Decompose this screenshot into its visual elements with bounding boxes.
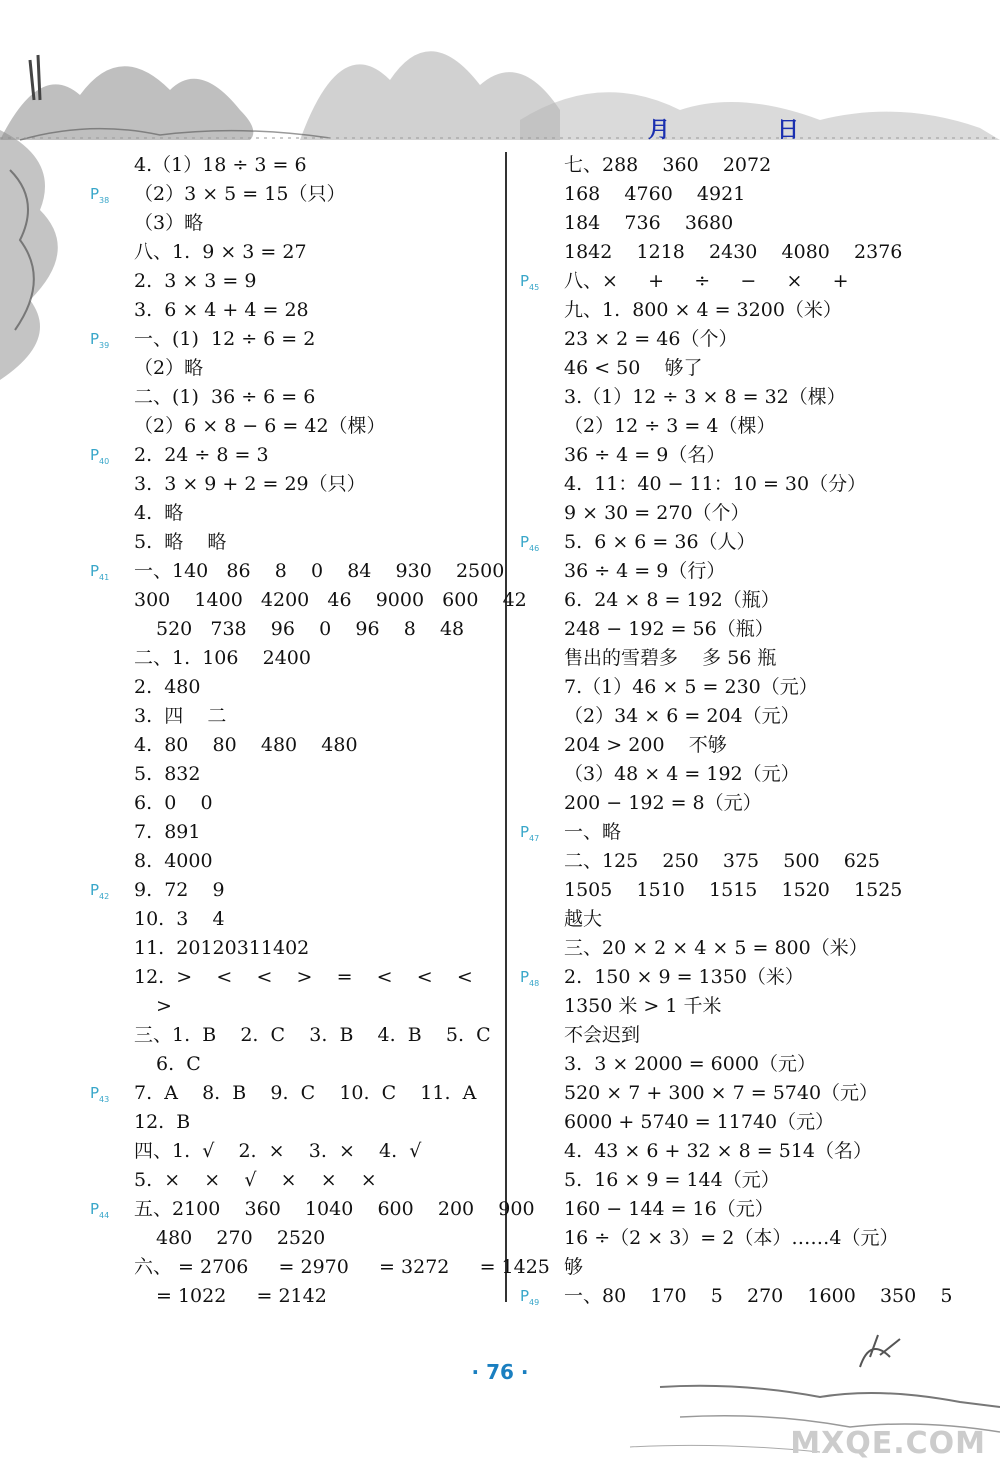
answer-text: 8. 4000 (134, 850, 213, 872)
answer-text: 46 < 50 够了 (564, 357, 703, 379)
answer-line (88, 557, 505, 586)
page-ref-marker: $P_{48}$ (520, 968, 540, 988)
answer-line (518, 1166, 988, 1195)
answer-line (88, 528, 498, 557)
answer-line (88, 354, 498, 383)
answer-text: 售出的雪碧多 多 56 瓶 (564, 647, 777, 669)
answer-line (88, 1108, 498, 1137)
answer-text: 4. 11：40 − 11：10 = 30（分） (564, 473, 867, 495)
right-answer-column (518, 151, 988, 1311)
answer-text: 9 × 30 = 270（个） (564, 502, 750, 524)
page-ref-marker: $P_{45}$ (520, 272, 540, 292)
answer-text: 九、1. 800 × 4 = 3200（米） (564, 299, 842, 321)
answer-line (88, 1050, 498, 1079)
answer-text: 520 738 96 0 96 8 48 (156, 618, 465, 640)
answer-line (518, 818, 988, 847)
answer-text: 5. 略 略 (134, 531, 227, 553)
answer-line (88, 644, 498, 673)
answer-line (518, 325, 988, 354)
answer-text: 520 × 7 + 300 × 7 = 5740（元） (564, 1082, 879, 1104)
answer-line (88, 818, 498, 847)
answer-line (88, 731, 498, 760)
page-ref-marker: $P_{44}$ (90, 1200, 110, 1220)
answer-text: （2）6 × 8 − 6 = 42（棵） (134, 415, 386, 437)
answer-line (518, 1021, 988, 1050)
page-ref-marker: $P_{49}$ (520, 1287, 540, 1307)
column-divider (505, 152, 507, 1302)
answer-line (518, 267, 988, 296)
answer-text: 36 ÷ 4 = 9（行） (564, 560, 726, 582)
answer-text: 一、80 170 5 270 1600 350 5 (564, 1285, 953, 1307)
answer-line (518, 731, 988, 760)
answer-text: 36 ÷ 4 = 9（名） (564, 444, 726, 466)
answer-text: 2. 3 × 3 = 9 (134, 270, 257, 292)
answer-line (88, 1079, 498, 1108)
page-ref-marker: $P_{38}$ (90, 185, 110, 205)
answer-line (88, 470, 498, 499)
answer-text: > (156, 995, 172, 1017)
answer-line (518, 1079, 988, 1108)
answer-text: 三、1. B 2. C 3. B 4. B 5. C (134, 1024, 491, 1046)
answer-line (518, 296, 988, 325)
answer-text: = 1022 = 2142 (156, 1285, 327, 1307)
answer-text: 5. 16 × 9 = 144（元） (564, 1169, 780, 1191)
answer-line (88, 209, 498, 238)
answer-text: 200 − 192 = 8（元） (564, 792, 762, 814)
answer-line (518, 586, 988, 615)
answer-text: 9. 72 9 (134, 879, 225, 901)
answer-text: 5. 6 × 6 = 36（人） (564, 531, 756, 553)
answer-line (518, 441, 988, 470)
answer-text: 1350 米 > 1 千米 (564, 995, 722, 1017)
answer-line (88, 963, 498, 992)
answer-text: 7. A 8. B 9. C 10. C 11. A (134, 1082, 477, 1104)
answer-text: 越大 (564, 908, 603, 930)
answer-line (88, 296, 498, 325)
answer-line (88, 1137, 498, 1166)
answer-line (88, 789, 498, 818)
page-ref-marker: $P_{41}$ (90, 562, 110, 582)
answer-text: （3）略 (134, 212, 204, 234)
page-number: · 76 · (471, 1360, 529, 1384)
answer-line (88, 1253, 550, 1282)
answer-text: 四、1. √ 2. × 3. × 4. √ (134, 1140, 422, 1162)
answer-text: 3. 四 二 (134, 705, 227, 727)
answer-line (518, 847, 988, 876)
answer-text: 2. 24 ÷ 8 = 3 (134, 444, 269, 466)
answer-text: （2）12 ÷ 3 = 4（棵） (564, 415, 776, 437)
answer-line (518, 876, 988, 905)
answer-text: 23 × 2 = 46（个） (564, 328, 738, 350)
landscape-header-art (0, 0, 1000, 160)
answer-line (518, 557, 988, 586)
answer-text: 5. × × √ × × × (134, 1169, 377, 1191)
answer-text: （3）48 × 4 = 192（元） (564, 763, 800, 785)
answer-line (88, 1195, 535, 1224)
answer-text: 3. 3 × 2000 = 6000（元） (564, 1053, 817, 1075)
answer-line (88, 1166, 498, 1195)
watermark-text: MXQE.COM (790, 1426, 986, 1461)
page-ref-marker: $P_{43}$ (90, 1084, 110, 1104)
answer-text: 12. > < < > = < < < (134, 966, 473, 988)
answer-line (518, 1108, 988, 1137)
answer-line (88, 615, 498, 644)
answer-text: 不会迟到 (564, 1024, 641, 1046)
answer-text: 二、1. 106 2400 (134, 647, 311, 669)
answer-line (88, 238, 498, 267)
answer-text: 五、2100 360 1040 600 200 900 (134, 1198, 535, 1220)
page-ref-marker: $P_{46}$ (520, 533, 540, 553)
answer-text: 204 > 200 不够 (564, 734, 727, 756)
answer-line (518, 209, 988, 238)
answer-line (518, 1050, 988, 1079)
answer-line (518, 760, 988, 789)
answer-line (88, 876, 498, 905)
answer-line (518, 412, 988, 441)
answer-text: 6. 0 0 (134, 792, 213, 814)
answer-text: 7.（1）46 × 5 = 230（元） (564, 676, 818, 698)
answer-line (88, 1021, 498, 1050)
answer-line (88, 760, 498, 789)
answer-line (518, 934, 988, 963)
answer-line (518, 1282, 988, 1311)
answer-line (88, 383, 498, 412)
answer-line (518, 1137, 988, 1166)
answer-text: 够 (564, 1256, 584, 1278)
answer-text: 4. 80 80 480 480 (134, 734, 358, 756)
answer-line (518, 354, 988, 383)
answer-text: 12. B (134, 1111, 191, 1133)
answer-text: （2）略 (134, 357, 204, 379)
answer-line (88, 673, 498, 702)
answer-text: 10. 3 4 (134, 908, 225, 930)
answer-line (518, 528, 988, 557)
answer-line (518, 1253, 988, 1282)
answer-text: 一、140 86 8 0 84 930 2500 (134, 560, 505, 582)
answer-line (518, 789, 988, 818)
answer-line (88, 1282, 498, 1311)
answer-text: 168 4760 4921 (564, 183, 746, 205)
answer-text: 5. 832 (134, 763, 201, 785)
answer-text: 二、(1) 36 ÷ 6 = 6 (134, 386, 316, 408)
page-ref-marker: $P_{39}$ (90, 330, 110, 350)
answer-line (88, 905, 498, 934)
answer-line (518, 702, 988, 731)
answer-text: 三、20 × 2 × 4 × 5 = 800（米） (564, 937, 868, 959)
answer-text: 11. 20120311402 (134, 937, 310, 959)
answer-line (88, 325, 498, 354)
answer-line (88, 992, 498, 1021)
answer-line (88, 267, 498, 296)
answer-line (518, 151, 988, 180)
answer-line (88, 847, 498, 876)
answer-text: 248 − 192 = 56（瓶） (564, 618, 774, 640)
answer-line (88, 151, 498, 180)
answer-text: 3. 3 × 9 + 2 = 29（只） (134, 473, 366, 495)
answer-text: 6. C (156, 1053, 201, 1075)
answer-text: （2）3 × 5 = 15（只） (134, 183, 346, 205)
answer-text: 1505 1510 1515 1520 1525 (564, 879, 903, 901)
answer-line (88, 702, 498, 731)
answer-line (518, 470, 988, 499)
answer-line (88, 441, 498, 470)
answer-line (518, 180, 988, 209)
answer-text: 3. 6 × 4 + 4 = 28 (134, 299, 309, 321)
answer-line (518, 644, 988, 673)
answer-line (518, 673, 988, 702)
answer-line (518, 992, 988, 1021)
answer-line (518, 905, 988, 934)
month-label: 月 (648, 118, 671, 143)
answer-line (88, 1224, 498, 1253)
answer-text: （2）34 × 6 = 204（元） (564, 705, 800, 727)
day-label: 日 (777, 118, 800, 143)
answer-line (88, 586, 527, 615)
answer-text: 480 270 2520 (156, 1227, 326, 1249)
page-ref-marker: $P_{40}$ (90, 446, 110, 466)
answer-text: 4.（1）18 ÷ 3 = 6 (134, 154, 307, 176)
answer-text: 6000 + 5740 = 11740（元） (564, 1111, 835, 1133)
answer-line (518, 499, 988, 528)
answer-line (518, 615, 988, 644)
answer-line (88, 499, 498, 528)
answer-text: 4. 43 × 6 + 32 × 8 = 514（名） (564, 1140, 872, 1162)
answer-text: 160 − 144 = 16（元） (564, 1198, 774, 1220)
answer-text: 八、× + ÷ − × + (564, 270, 849, 292)
answer-line (88, 412, 498, 441)
answer-text: 一、(1) 12 ÷ 6 = 2 (134, 328, 316, 350)
answer-text: 300 1400 4200 46 9000 600 42 (134, 589, 527, 611)
answer-text: 6. 24 × 8 = 192（瓶） (564, 589, 780, 611)
answer-line (518, 238, 988, 267)
answer-text: 七、288 360 2072 (564, 154, 772, 176)
answer-text: 4. 略 (134, 502, 184, 524)
answer-text: 1842 1218 2430 4080 2376 (564, 241, 903, 263)
answer-text: 16 ÷（2 × 3）= 2（本）……4（元） (564, 1227, 899, 1249)
page-ref-marker: $P_{42}$ (90, 881, 110, 901)
answer-text: 2. 480 (134, 676, 201, 698)
answer-line (88, 934, 498, 963)
answer-line (88, 180, 498, 209)
answer-text: 二、125 250 375 500 625 (564, 850, 880, 872)
left-landscape-art (0, 130, 95, 390)
answer-text: 2. 150 × 9 = 1350（米） (564, 966, 804, 988)
answer-line (518, 1195, 988, 1224)
answer-line (518, 1224, 988, 1253)
answer-line (518, 383, 988, 412)
answer-text: 一、略 (564, 821, 622, 843)
answer-text: 六、 = 2706 = 2970 = 3272 = 1425 (134, 1256, 550, 1278)
answer-line (518, 963, 988, 992)
answer-text: 184 736 3680 (564, 212, 734, 234)
answer-text: 八、1. 9 × 3 = 27 (134, 241, 307, 263)
page-ref-marker: $P_{47}$ (520, 823, 540, 843)
answer-text: 3.（1）12 ÷ 3 × 8 = 32（棵） (564, 386, 846, 408)
answer-text: 7. 891 (134, 821, 201, 843)
